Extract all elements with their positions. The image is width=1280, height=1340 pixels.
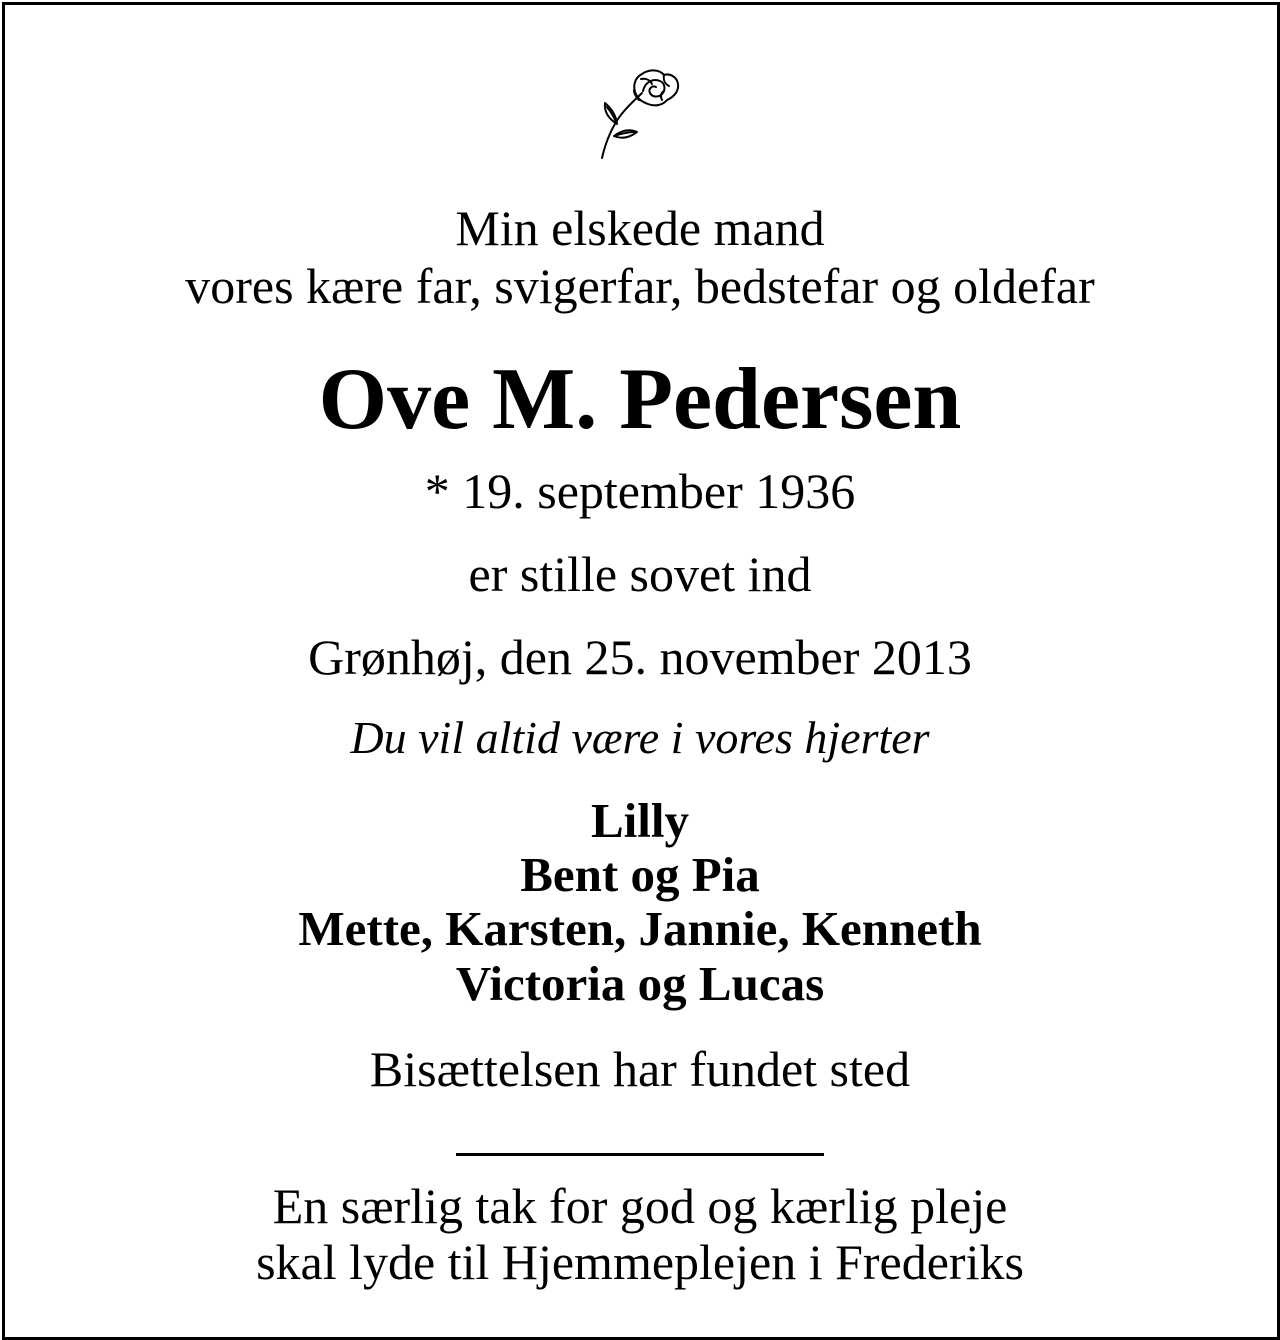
funeral-notice: Bisættelsen har fundet sted xyxy=(369,1041,911,1097)
memorial-quote: Du vil altid være i vores hjerter xyxy=(350,712,930,763)
family-line: Victoria og Lucas xyxy=(455,956,825,1011)
rose-icon xyxy=(598,66,682,160)
family-line: Bent og Pia xyxy=(520,847,760,902)
intro-line-2: vores kære far, svigerfar, bedstefar og oldefar xyxy=(185,258,1095,314)
birth-date: * 19. september 1936 xyxy=(424,463,856,519)
thanks-line-1: En særlig tak for god og kærlig pleje xyxy=(272,1178,1008,1234)
deceased-name: Ove M. Pedersen xyxy=(318,351,962,448)
place-and-date: Grønhøj, den 25. november 2013 xyxy=(308,629,972,685)
divider xyxy=(456,1153,824,1156)
thanks-line-2: skal lyde til Hjemmeplejen i Frederiks xyxy=(256,1234,1024,1290)
family-line: Mette, Karsten, Jannie, Kenneth xyxy=(298,901,982,956)
passing-phrase: er stille sovet ind xyxy=(468,546,812,602)
family-line: Lilly xyxy=(590,793,690,848)
intro-line-1: Min elskede mand xyxy=(455,200,825,256)
